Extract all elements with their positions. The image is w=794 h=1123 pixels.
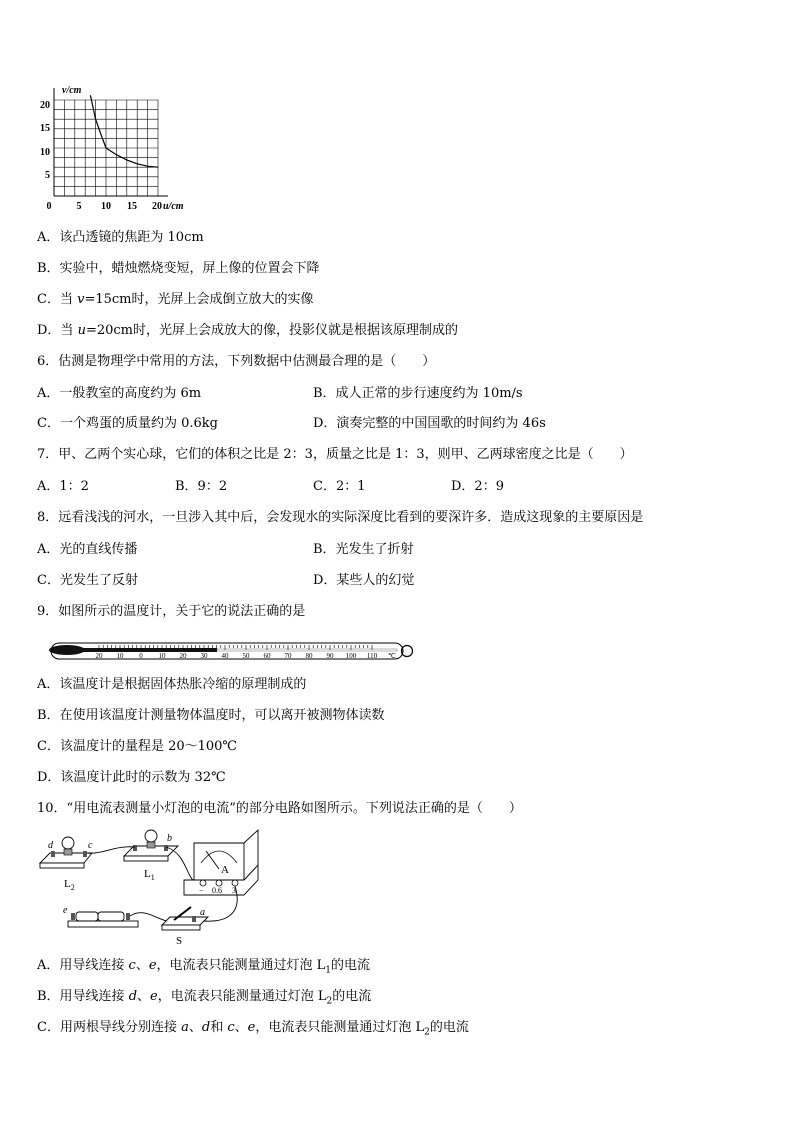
l2-socket — [64, 849, 72, 855]
q7-option-d: D．2：9 — [451, 479, 504, 494]
variable: c — [128, 958, 136, 973]
switch-board-front — [162, 925, 200, 930]
text: 、 — [135, 958, 149, 973]
scale-label: 100 — [345, 652, 357, 660]
x-tick: 5 — [76, 201, 82, 212]
y-tick: 15 — [40, 123, 50, 134]
text: ，电流表只能测量通过灯泡 L — [157, 989, 327, 1004]
label-c: c — [88, 840, 93, 851]
text: 的电流 — [332, 989, 372, 1004]
q7-stem: 7．甲、乙两个实心球，它们的体积之比是 2：3，质量之比是 1：3，则甲、乙两球密度之比是（ ） — [37, 447, 633, 462]
text: 的电流 — [331, 958, 371, 973]
q10-option-c — [37, 1020, 469, 1041]
graph-x-ticks — [47, 201, 163, 212]
q9-option-c: C．该温度计的量程是 20～100℃ — [37, 739, 237, 754]
text: 、 — [137, 989, 151, 1004]
scale-label: 90 — [326, 652, 334, 660]
scale-label: 10 — [158, 652, 166, 660]
variable: e — [148, 958, 157, 973]
text: 和 — [210, 1020, 228, 1035]
ammeter-label-3: 3 — [232, 886, 236, 895]
q8-stem: 8．远看浅浅的河水，一旦涉入其中后，会发现水的实际深度比看到的要深许多．造成这现象的主要原因是 — [37, 510, 644, 525]
subscript: 1 — [325, 965, 332, 976]
text: 、 — [234, 1020, 248, 1035]
thermometer-figure — [45, 637, 420, 667]
ammeter-label-neg: − — [199, 886, 204, 895]
graph-grid — [54, 88, 168, 196]
l2-bulb — [62, 837, 74, 849]
x-tick: 10 — [101, 201, 111, 212]
scale-label: 70 — [284, 652, 292, 660]
switch-board — [162, 917, 208, 925]
variable: d — [201, 1020, 211, 1035]
text: 、 — [188, 1020, 202, 1035]
l1-socket — [147, 842, 155, 848]
scale-label: 50 — [242, 652, 250, 660]
graph-y-label: v/cm — [62, 85, 82, 96]
label-l2 — [64, 878, 75, 892]
subscript: 2 — [424, 1027, 430, 1038]
variable: e — [247, 1020, 256, 1035]
text: 的电流 — [429, 1020, 469, 1035]
text: C．当 — [37, 292, 78, 307]
q5-option-b: B．实验中，蜡烛燃烧变短，屏上像的位置会下降 — [37, 261, 320, 276]
label-b: b — [167, 833, 172, 844]
l1-terminal-left — [133, 845, 137, 851]
scale-label: 40 — [221, 652, 229, 660]
text: A．用导线连接 — [37, 958, 129, 973]
label-s: S — [176, 935, 183, 947]
text: =15cm时，光屏上会成倒立放大的实像 — [84, 292, 314, 307]
subscript: 2 — [326, 996, 333, 1007]
label-l1 — [144, 868, 155, 882]
battery-cell-1 — [76, 912, 98, 921]
text: B．用导线连接 — [37, 989, 129, 1004]
scale-label: 110 — [366, 652, 378, 660]
q8-option-c: C．光发生了反射 — [37, 573, 138, 588]
scale-label: 30 — [200, 652, 208, 660]
q6-option-c: C．一个鸡蛋的质量约为 0.6kg — [37, 416, 218, 431]
subscript: 1 — [150, 873, 155, 882]
x-tick: 15 — [127, 201, 137, 212]
label-a: a — [200, 907, 205, 918]
q7-option-b: B．9：2 — [175, 479, 228, 494]
scale-label: 80 — [305, 652, 313, 660]
variable: c — [227, 1020, 235, 1035]
l2-terminal-d — [51, 851, 55, 857]
text: L — [64, 878, 71, 890]
text: D．当 — [37, 323, 78, 338]
scale-label: 60 — [263, 652, 271, 660]
q6-option-a: A．一般教室的高度约为 6m — [37, 386, 202, 401]
variable: u — [77, 323, 86, 338]
ammeter-letter: A — [221, 864, 229, 876]
q9-option-d: D．该温度计此时的示数为 32℃ — [37, 770, 226, 785]
scale-label: 20 — [179, 652, 187, 660]
graph-x-label: u/cm — [163, 201, 184, 212]
scale-label: 10 — [116, 652, 124, 660]
q9-stem: 9．如图所示的温度计，关于它的说法正确的是 — [37, 604, 306, 619]
q8-option-b: B．光发生了折射 — [313, 542, 414, 557]
circuit-figure — [36, 825, 271, 950]
text: ，电流表只能测量通过灯泡 L — [255, 1020, 425, 1035]
variable: a — [181, 1020, 189, 1035]
battery-terminal-e — [71, 913, 75, 920]
text: C．用两根导线分别连接 — [37, 1020, 182, 1035]
l1-terminal-b — [164, 845, 168, 851]
l1-board-front — [124, 856, 168, 861]
variable: d — [128, 989, 138, 1004]
y-tick: 10 — [40, 147, 50, 158]
battery-board — [68, 921, 138, 927]
battery-terminal-right — [126, 913, 130, 920]
text: L — [144, 868, 151, 880]
q6-option-d: D．演奏完整的中国国歌的时间约为 46s — [313, 416, 546, 431]
q6-option-b: B．成人正常的步行速度约为 10m/s — [313, 386, 523, 401]
q10-option-b — [37, 989, 371, 1010]
x-tick: 0 — [46, 201, 52, 212]
q7-option-a: A．1：2 — [37, 479, 89, 494]
scale-label: 0 — [139, 652, 143, 660]
y-tick: 20 — [40, 100, 50, 111]
q5-option-a: A．该凸透镜的焦距为 10cm — [37, 230, 204, 245]
q9-option-a: A．该温度计是根据固体热胀冷缩的原理制成的 — [37, 677, 307, 692]
q9-option-b: B．在使用该温度计测量物体温度时，可以离开被测物体读数 — [37, 708, 385, 723]
q8-option-d: D．某些人的幻觉 — [313, 573, 415, 588]
q10-stem: 10．“用电流表测量小灯泡的电流”的部分电路如图所示。下列说法正确的是（ ） — [37, 801, 522, 816]
q7-option-c: C．2：1 — [313, 479, 366, 494]
v-u-graph — [36, 84, 226, 214]
y-tick: 5 — [45, 170, 50, 181]
variable: e — [150, 989, 158, 1004]
variable: v — [77, 292, 85, 307]
q6-stem: 6．估测是物理学中常用的方法，下列数据中估测最合理的是（ ） — [37, 354, 436, 369]
thermometer-capillary — [217, 649, 397, 651]
q5-option-c — [37, 292, 314, 308]
battery-cell-2 — [98, 912, 124, 921]
label-d: d — [48, 840, 53, 851]
thermometer-unit: ℃ — [388, 652, 396, 660]
q8-option-a: A．光的直线传播 — [37, 542, 138, 557]
text: ，电流表只能测量通过灯泡 L — [156, 958, 326, 973]
q10-option-a — [37, 958, 370, 979]
q5-option-d — [37, 323, 458, 339]
l2-terminal-c — [83, 851, 87, 857]
scale-label: 20 — [95, 652, 103, 660]
subscript: 2 — [70, 883, 75, 892]
label-e: e — [63, 905, 68, 916]
ammeter-label-06: 0.6 — [212, 886, 222, 895]
text: =20cm时，光屏上会成放大的像，投影仪就是根据该原理制成的 — [85, 323, 458, 338]
graph-y-ticks — [40, 100, 50, 181]
l1-bulb — [145, 830, 157, 842]
x-tick: 20 — [152, 201, 162, 212]
l2-board-front — [40, 863, 84, 868]
switch-terminal-a — [192, 916, 196, 922]
